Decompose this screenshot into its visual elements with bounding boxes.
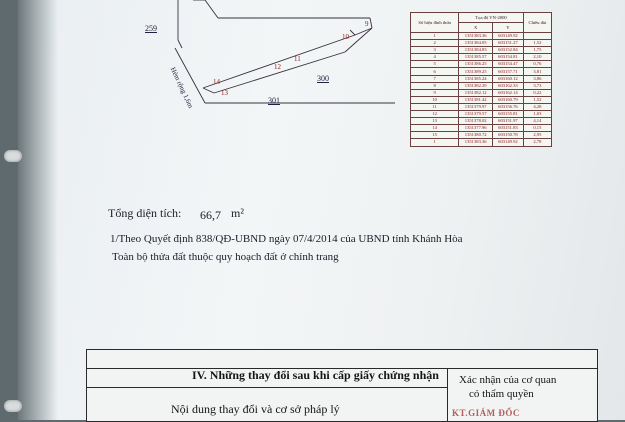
cell-y: 603157.71 [493,68,524,75]
cell-n: 15 [411,132,459,139]
cell-n: 1 [411,33,459,40]
table-row [411,139,552,146]
cell-n: 3 [411,47,459,54]
cell-x: 1351379.97 [459,103,493,110]
parcel-number-right-lower: 301 [268,96,280,105]
vertex-label: 9 [365,20,369,28]
cell-x: 1351382.29 [459,82,493,89]
coordinates-table [410,12,552,147]
planning-note-line1: 1/Theo Quyết định 838/QĐ-UBND ngày 07/4/2014 của UBND tỉnh Khánh Hòa [110,233,463,245]
cell-x: 1351384.05 [459,40,493,47]
cell-d: 3,86 [523,75,551,82]
cell-y: 603149.92 [493,139,524,146]
table-row [411,118,552,125]
cell-y: 603162.33 [493,82,524,89]
cell-y: 603160.79 [493,96,524,103]
table-row [411,61,552,68]
cell-y: 603152.84 [493,47,524,54]
column-confirm-header-line2: có thẩm quyền [469,388,534,400]
cell-n: 7 [411,75,459,82]
cell-d: 4,14 [523,118,551,125]
header-y: Y [493,23,524,33]
table-row [411,68,552,75]
cell-x: 1351386.25 [459,61,493,68]
cell-n: 9 [411,89,459,96]
table-row [411,54,552,61]
table-row [411,111,552,118]
cell-d: 1,03 [523,111,551,118]
cell-d [523,33,551,40]
total-area-value: 66,7 [200,208,221,222]
official-stamp-text: KT.GIÁM ĐỐC [452,408,520,418]
table-divider [87,387,447,388]
cell-x: 1351379.57 [459,111,493,118]
cell-n: 12 [411,111,459,118]
parcel-number-right-upper: 300 [317,74,329,83]
changes-section-title: IV. Những thay đổi sau khi cấp giấy chứng nhận [192,368,439,382]
vertex-label: 10 [342,33,349,41]
vertex-label: 13 [221,89,228,97]
table-row [411,75,552,82]
cell-x: 1351389.25 [459,68,493,75]
vertex-label: 12 [274,63,281,71]
cell-y: 603154.47 [493,61,524,68]
cell-d: 2,95 [523,132,551,139]
cell-x: 1351383.36 [459,33,493,40]
cell-n: 1 [411,139,459,146]
cell-d: 2,10 [523,54,551,61]
cell-x: 1351385.57 [459,54,493,61]
cell-d: 2,78 [523,139,551,146]
cell-d: 1,52 [523,40,551,47]
table-row [411,103,552,110]
cell-n: 14 [411,125,459,132]
cell-y: 603162.14 [493,89,524,96]
cell-d: 1,52 [523,96,551,103]
cell-x: 1351378.02 [459,118,493,125]
cell-n: 5 [411,61,459,68]
cell-x: 1351383.36 [459,139,493,146]
table-row [411,33,552,40]
table-row [411,125,552,132]
cell-x: 1351382.12 [459,89,493,96]
cell-y: 603154.81 [493,54,524,61]
header-point-id: Số hiệu đỉnh thửa [411,13,459,33]
table-row [411,96,552,103]
column-confirm-header-line1: Xác nhận của cơ quan [459,374,557,386]
cell-y: 603155.81 [493,111,524,118]
cell-y: 603151.83 [493,125,524,132]
total-area-unit: m² [231,206,244,220]
cell-y: 603160.12 [493,75,524,82]
binding-hole-upper [4,150,22,162]
cell-y: 603156.76 [493,103,524,110]
cell-n: 11 [411,103,459,110]
changes-section-table [86,349,598,422]
cell-x: 1351380.72 [459,132,493,139]
cell-n: 2 [411,40,459,47]
cell-d: 0,15 [523,125,551,132]
header-coordinate-system: Tọa độ VN-2000 [459,13,523,23]
parcel-number-left: 259 [145,24,157,33]
cell-d: 0,76 [523,61,551,68]
cell-n: 10 [411,96,459,103]
table-row [411,82,552,89]
header-length: Chiều dài [523,13,551,33]
cell-y: 603151.27 [493,40,524,47]
cell-x: 1351381.42 [459,96,493,103]
cell-d: 4,28 [523,103,551,110]
cell-d: 3,81 [523,68,551,75]
cell-x: 1351384.83 [459,47,493,54]
cell-x: 1351385.24 [459,75,493,82]
total-area-label: Tổng diện tích: [108,206,182,220]
table-divider [447,368,448,421]
coordinates-table-body [411,33,552,147]
cell-n: 13 [411,118,459,125]
cell-y: 603150.78 [493,132,524,139]
table-top-row [87,350,597,369]
cell-y: 603151.97 [493,118,524,125]
cell-d: 1,75 [523,47,551,54]
vertex-label: 11 [294,55,301,63]
cell-n: 4 [411,54,459,61]
planning-note-line2: Toàn bộ thửa đất thuộc quy hoạch đất ở chỉnh trang [112,251,339,263]
table-row [411,40,552,47]
header-x: X [459,23,493,33]
alley-width-label: Hẻm rộng 1,6m [168,66,195,110]
cell-d: 3,73 [523,82,551,89]
cell-d: 0,22 [523,89,551,96]
table-row [411,89,552,96]
vertex-label: 14 [213,78,220,86]
cell-n: 8 [411,82,459,89]
table-row [411,47,552,54]
binding-hole-lower [4,400,22,412]
cell-x: 1351377.96 [459,125,493,132]
column-content-header: Nội dung thay đổi và cơ sở pháp lý [171,402,340,416]
cell-y: 603149.92 [493,33,524,40]
cell-n: 6 [411,68,459,75]
page-shadow [18,0,58,420]
table-row [411,132,552,139]
